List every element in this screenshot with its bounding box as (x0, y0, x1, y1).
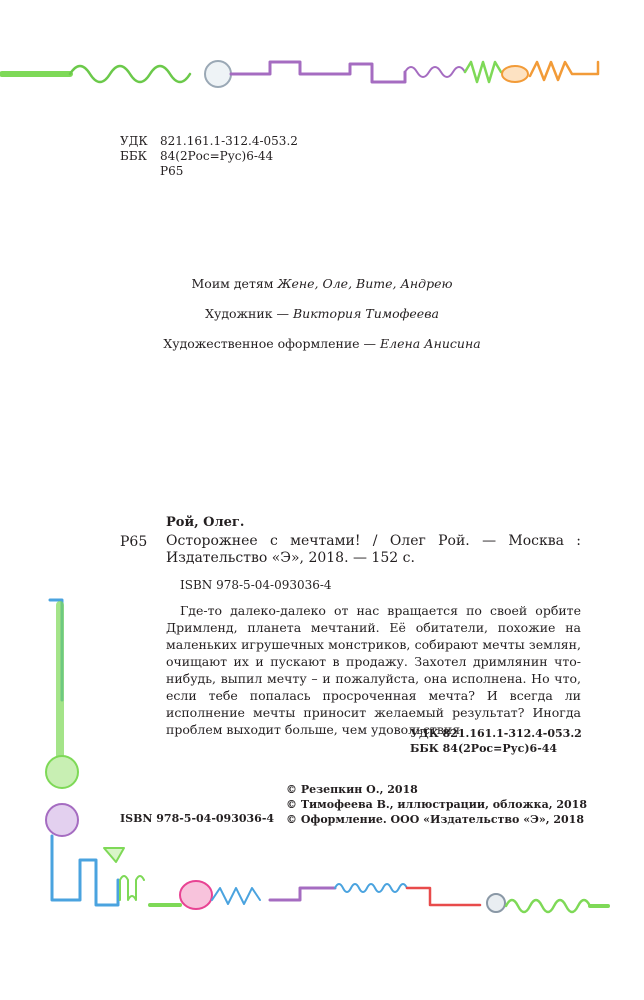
bbk-value: 84(2Рос=Рус)6-44 (160, 149, 274, 163)
artist-credit (0, 306, 644, 321)
bottom-tube-red (407, 888, 480, 905)
udk-bottom: УДК 821.161.1-312.4-053.2 (410, 727, 582, 740)
udk-value: 821.161.1-312.4-053.2 (160, 134, 298, 148)
record-cutter: Р65 (120, 534, 148, 550)
top-tube-purple (231, 62, 405, 82)
isbn-bottom: ISBN 978-5-04-093036-4 (120, 812, 275, 825)
top-coil-purple (405, 67, 465, 77)
copyright-line: © Оформление. ООО «Издательство «Э», 2018 (286, 813, 584, 826)
bbk-label: ББК (120, 149, 147, 163)
top-coil-green (70, 66, 190, 82)
record-author: Рой, Олег. (166, 515, 245, 530)
design-label: Художественное оформление — (163, 336, 381, 351)
record-isbn: ISBN 978-5-04-093036-4 (180, 578, 332, 592)
bottom-coil-green (506, 900, 590, 912)
cutter-row (120, 164, 298, 179)
artist-name: Виктория Тимофеева (292, 306, 439, 321)
dedication-prefix: Моим детям (191, 276, 278, 291)
left-funnel (104, 848, 124, 862)
bbk-row (120, 149, 298, 164)
record-description: Осторожнее с мечтами! / Олег Рой. — Москва : Издательство «Э», 2018. — 152 с. (166, 533, 581, 566)
left-flask-green (46, 756, 78, 788)
udk-row (120, 134, 298, 149)
left-coil-green (120, 876, 144, 900)
left-tube-bottom (52, 836, 118, 905)
copyright-line: © Тимофеева В., иллюстрации, обложка, 2018 (286, 798, 587, 811)
dedication (0, 276, 644, 291)
top-zigzag-orange (530, 62, 598, 80)
bottom-flask-pink (180, 881, 212, 909)
bottom-coil-blue (335, 884, 407, 892)
annotation: Где-то далеко-далеко от нас вращается по своей орбите Дримленд, планета мечтаний. Её обитатели, похожие на маленьких игрушечных монстриков, собирают мечты землян, очищают их и пускают в продажу. Захотел дримлянин что-нибудь, выпил мечту – и пожалуйста, она исполнена. Но что, если тебе попалась просроченная мечта? И всегда ли исполнение мечты приносит желаемый результат? Иногда проблем выходит больше, чем удовольствия. (166, 603, 581, 737)
design-credit (0, 336, 644, 351)
classification-bottom (410, 726, 582, 756)
top-zigzag-green (465, 62, 501, 82)
bbk-bottom: ББК 84(2Рос=Рус)6-44 (410, 742, 558, 755)
left-flask-purple (46, 804, 78, 836)
cutter-value: Р65 (160, 164, 184, 178)
bottom-tube-purple (270, 888, 335, 900)
dedication-names: Жене, Оле, Вите, Андрею (277, 276, 453, 291)
copyright-block (286, 782, 587, 827)
top-flask-clear (205, 61, 231, 87)
design-name: Елена Анисина (380, 336, 481, 351)
bottom-zigzag-blue (212, 888, 260, 904)
top-capsule-orange (502, 66, 528, 82)
copyright-line: © Резепкин О., 2018 (286, 783, 418, 796)
classification-top (120, 134, 298, 179)
udk-label: УДК (120, 134, 148, 148)
bottom-flask-gray (487, 894, 505, 912)
artist-label: Художник — (205, 306, 293, 321)
